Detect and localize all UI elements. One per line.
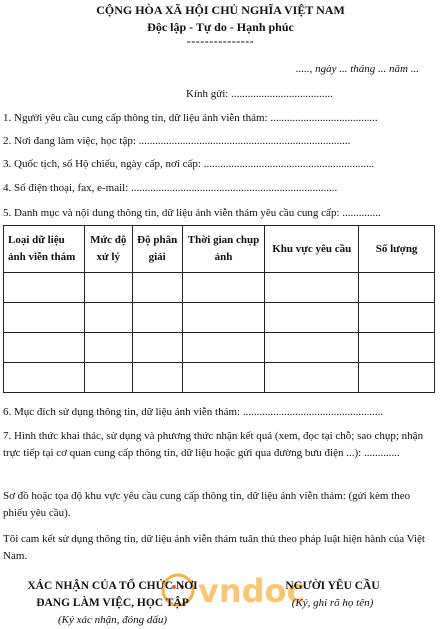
field-data-list: 5. Danh mục và nội dung thông tin, dữ liệu ảnh viễn thám yêu cầu cung cấp: ..............: [3, 207, 381, 219]
col-header-resolution: Độ phân giải: [132, 226, 182, 273]
table-cell[interactable]: [359, 333, 435, 363]
signature-requester-title: NGƯỜI YÊU CẦU: [285, 580, 380, 592]
table-cell[interactable]: [132, 273, 182, 303]
field-requester: 1. Người yêu cầu cung cấp thông tin, dữ liệu ảnh viễn thám: .......................................: [3, 112, 378, 124]
table-cell[interactable]: [4, 333, 85, 363]
col-header-processing-level: Mức độ xử lý: [84, 226, 132, 273]
table-cell[interactable]: [4, 363, 85, 393]
table-row: [4, 303, 435, 333]
signature-org-title: XÁC NHẬN CỦA TỔ CHỨC NƠI: [27, 580, 198, 592]
col-header-quantity: Số lượng: [359, 226, 435, 273]
table-cell[interactable]: [84, 363, 132, 393]
table-cell[interactable]: [182, 273, 265, 303]
data-request-table: [3, 225, 435, 393]
table-cell[interactable]: [4, 273, 85, 303]
table-cell[interactable]: [359, 363, 435, 393]
header-motto: Độc lập - Tự do - Hạnh phúc: [147, 20, 294, 34]
col-header-area: Khu vực yêu cầu: [265, 226, 359, 273]
table-cell[interactable]: [84, 333, 132, 363]
table-cell[interactable]: [4, 303, 85, 333]
header-country: CỘNG HÒA XÃ HỘI CHỦ NGHĨA VIỆT NAM: [96, 3, 345, 17]
table-row: [4, 333, 435, 363]
field-contact: 4. Số điện thoại, fax, e-mail: ...........................................................................: [3, 182, 338, 194]
table-cell[interactable]: [359, 273, 435, 303]
table-row: [4, 363, 435, 393]
watermark-text: vndoc: [198, 572, 306, 610]
table-cell[interactable]: [84, 303, 132, 333]
header-divider: ---------------: [186, 34, 255, 48]
signature-org-note: (Ký xác nhận, đóng dấu): [57, 614, 168, 626]
col-header-capture-time: Thời gian chụp ảnh: [182, 226, 265, 273]
table-cell[interactable]: [182, 303, 265, 333]
table-row: [4, 273, 435, 303]
table-cell[interactable]: [132, 303, 182, 333]
signature-org-subtitle: ĐANG LÀM VIỆC, HỌC TẬP: [36, 597, 189, 609]
table-cell[interactable]: [265, 273, 359, 303]
field-area-map: Sơ đồ hoặc tọa độ khu vực yêu cầu cung cấp thông tin, dữ liệu ảnh viễn thám: (gửi kèm theo phiếu yêu cầu).: [3, 490, 411, 519]
table-cell[interactable]: [132, 363, 182, 393]
table-cell[interactable]: [265, 333, 359, 363]
field-commitment: Tôi cam kết sử dụng thông tin, dữ liệu ảnh viễn thám tuân thủ theo pháp luật hiện hành của Việt Nam.: [3, 533, 425, 562]
table-cell[interactable]: [359, 303, 435, 333]
table-cell[interactable]: [182, 363, 265, 393]
table-cell[interactable]: [182, 333, 265, 363]
table-cell[interactable]: [132, 333, 182, 363]
field-workplace: 2. Nơi đang làm việc, học tập: .............................................................................: [3, 135, 351, 147]
table-cell[interactable]: [265, 363, 359, 393]
recipient-line: Kính gửi: .....................................: [186, 88, 333, 100]
table-cell[interactable]: [84, 273, 132, 303]
table-cell[interactable]: [265, 303, 359, 333]
col-header-data-type: Loại dữ liệu ảnh viễn thám: [4, 226, 85, 273]
table-header-row: [4, 226, 435, 273]
field-method: 7. Hình thức khai thác, sử dụng và phương thức nhận kết quả (xem, đọc tại chỗ; sao chụp; nhận trực tiếp tại cơ quan cung cấp thông tin, dữ liệu hoặc gửi qua đường bưu điện ...): .............: [3, 430, 424, 459]
date-line: ....., ngày ... tháng ... năm ...: [295, 63, 419, 75]
signature-requester-note: (Ký, ghi rõ họ tên): [291, 597, 374, 609]
field-nationality-passport: 3. Quốc tịch, số Hộ chiếu, ngày cấp, nơi cấp: ..............................................................: [3, 158, 375, 170]
field-purpose: 6. Mục đích sử dụng thông tin, dữ liệu ảnh viễn thám: ...................................................: [3, 406, 384, 418]
